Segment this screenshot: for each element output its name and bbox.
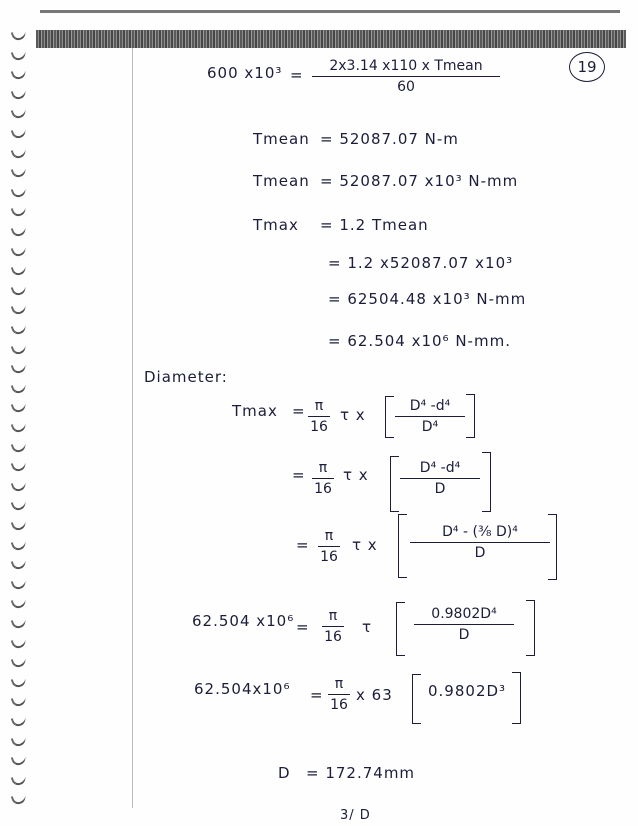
eq6-rhs: = 62504.48 x10³ N-mm [328,290,527,308]
d3-tau: τ x [352,536,378,554]
d1-numerator: D⁴ -d⁴ [395,398,465,417]
d4-pi-fraction [322,608,344,645]
spiral-ring [11,636,28,650]
d1-pi: π [308,398,330,417]
spiral-ring [11,28,28,42]
spiral-ring [11,675,28,689]
eq4-rhs: = 1.2 Tmean [320,216,429,234]
d2-pi: π [312,460,334,479]
d3-fraction [410,524,550,561]
spiral-ring [11,87,28,101]
spiral-ring [11,734,28,748]
d4-pi: π [322,608,344,627]
spiral-ring [11,616,28,630]
d3-sixteen: 16 [320,549,338,565]
spiral-ring [11,126,28,140]
eq4-lhs: Tmax [253,216,299,234]
spiral-ring [11,165,28,179]
spiral-ring [11,420,28,434]
spiral-ring [11,596,28,610]
eq1-numerator: 2x3.14 x110 x Tmean [312,58,500,77]
d1-pi-fraction [308,398,330,435]
d5-right-bracket [512,672,521,724]
spiral-ring [11,694,28,708]
d2-pi-fraction [312,460,334,497]
d3-equals: = [296,536,310,554]
eq7-rhs: = 62.504 x10⁶ N-mm. [328,332,511,350]
spiral-binding [8,30,28,820]
d5-sixteen: 16 [330,697,348,713]
d3-left-bracket [398,514,407,578]
spiral-ring [11,48,28,62]
d5-pi: π [328,676,350,695]
spiral-ring [11,204,28,218]
d4-numerator: 0.9802D⁴ [414,606,514,625]
margin-line [132,48,133,808]
spiral-ring [11,459,28,473]
spiral-ring [11,302,28,316]
d1-denominator: D⁴ [421,419,439,435]
d1-fraction [395,398,465,435]
eq1-lhs: 600 x10³ [207,64,283,82]
bottom-partial-text: 3/ D [340,808,371,823]
result-lhs: D [278,764,291,782]
spiral-ring [11,224,28,238]
spiral-ring [11,714,28,728]
d3-denominator: D [474,545,486,561]
spiral-ring [11,655,28,669]
spiral-ring [11,498,28,512]
d1-sixteen: 16 [310,419,328,435]
d1-left-bracket [385,396,394,438]
d2-equals: = [292,466,306,484]
d1-right-bracket [466,394,475,438]
d4-equals: = [296,618,310,636]
spiral-ring [11,792,28,806]
eq1-denominator: 60 [397,79,415,95]
spiral-ring [11,283,28,297]
d4-right-bracket [526,600,535,656]
d3-right-bracket [548,514,557,580]
spiral-ring [11,185,28,199]
d4-tau: τ [362,618,373,636]
d4-denominator: D [458,627,470,643]
spiral-ring [11,440,28,454]
spiral-ring [11,361,28,375]
d2-sixteen: 16 [314,481,332,497]
d1-tau: τ x [340,406,366,424]
spiral-ring [11,263,28,277]
d5-times: x 63 [356,686,393,704]
d2-right-bracket [482,452,491,512]
spiral-ring [11,146,28,160]
d4-sixteen: 16 [324,629,342,645]
d5-value: 0.9802D³ [428,682,507,700]
d3-pi-fraction [318,528,340,565]
d5-pi-fraction [328,676,350,713]
d4-fraction [414,606,514,643]
spiral-ring [11,479,28,493]
spiral-ring [11,773,28,787]
result-rhs: = 172.74mm [306,764,416,782]
d5-lhs: 62.504x10⁶ [194,680,291,698]
d2-numerator: D⁴ -d⁴ [400,460,480,479]
spiral-ring [11,322,28,336]
eq2-rhs: = 52087.07 N-m [320,130,459,148]
top-edge-line [40,10,620,13]
d3-numerator: D⁴ - (³⁄₈ D)⁴ [410,524,550,543]
d2-left-bracket [390,456,399,512]
d1-lhs: Tmax [232,402,278,420]
spiral-ring [11,538,28,552]
d2-fraction [400,460,480,497]
page-number: 19 [569,52,605,82]
eq2-lhs: Tmean [253,130,310,148]
spiral-ring [11,67,28,81]
d4-left-bracket [396,602,405,656]
d4-lhs: 62.504 x10⁶ [192,612,295,630]
diameter-heading: Diameter: [144,368,228,386]
spiral-ring [11,381,28,395]
spiral-ring [11,106,28,120]
spiral-ring [11,577,28,591]
eq3-rhs: = 52087.07 x10³ N-mm [320,172,519,190]
d3-pi: π [318,528,340,547]
spiral-ring [11,557,28,571]
eq1-fraction [312,58,500,95]
d5-equals: = [310,686,324,704]
eq5-rhs: = 1.2 x52087.07 x10³ [328,254,514,272]
eq1-equals: = [290,66,304,84]
spiral-ring [11,244,28,258]
spiral-ring [11,518,28,532]
spiral-ring [11,400,28,414]
spiral-ring [11,753,28,767]
d2-tau: τ x [343,466,369,484]
eq3-lhs: Tmean [253,172,310,190]
d5-left-bracket [412,674,421,724]
d1-equals: = [292,402,306,420]
header-scan-bar [36,30,626,48]
d2-denominator: D [434,481,446,497]
spiral-ring [11,342,28,356]
